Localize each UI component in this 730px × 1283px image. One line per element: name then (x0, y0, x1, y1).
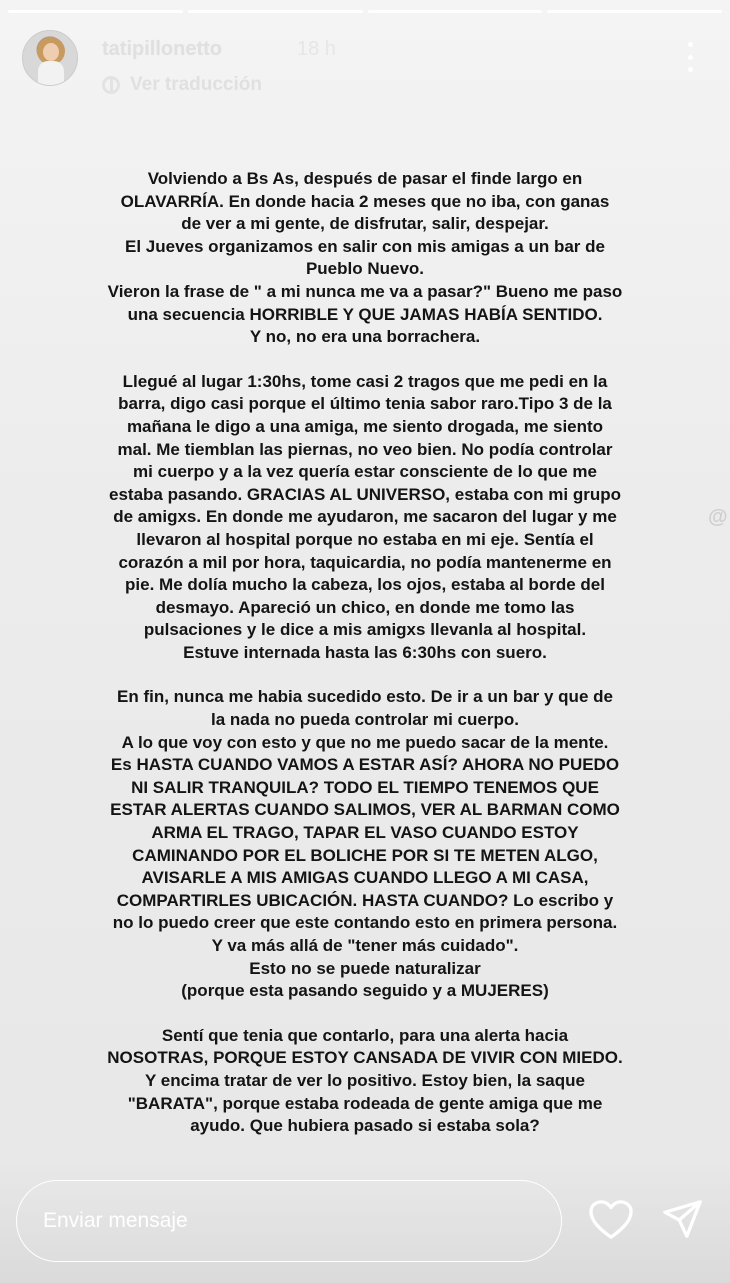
story-line: estaba pasando. GRACIAS AL UNIVERSO, estaba con mi grupo (109, 484, 621, 504)
story-line: Pueblo Nuevo. (305, 259, 425, 279)
story-line: una secuencia HORRIBLE Y QUE JAMAS HABÍA SENTIDO. (127, 304, 603, 324)
globe-icon (102, 76, 120, 94)
story-line: ARMA EL TRAGO, TAPAR EL VASO CUANDO ESTOY (151, 823, 579, 843)
translate-label: Ver traducción (130, 74, 262, 95)
story-paragraph (68, 168, 662, 349)
story-line: Y va más allá de "tener más cuidado". (211, 936, 519, 955)
story-line: ESTAR ALERTAS CUANDO SALIMOS, VER AL BARMAN COMO (110, 800, 620, 820)
post-time: 18 h (297, 38, 336, 60)
story-line: "BARATA", porque estaba rodeada de gente amiga que me (127, 1093, 603, 1113)
message-input[interactable] (16, 1180, 562, 1262)
progress-segment (368, 10, 543, 13)
story-line: barra, digo casi porque el último tenia sabor raro.Tipo 3 de la (118, 394, 612, 414)
story-line: OLAVARRÍA. En donde hacia 2 meses que no iba, con ganas (120, 191, 610, 211)
story-line: CAMINANDO POR EL BOLICHE POR SI TE METEN ALGO, (132, 845, 598, 865)
story-line: Es HASTA CUANDO VAMOS A ESTAR ASÍ? AHORA NO PUEDO (110, 755, 620, 775)
send-icon[interactable] (662, 1198, 704, 1240)
story-line: AVISARLE A MIS AMIGAS CUANDO LLEGO A MI CASA, (141, 868, 589, 888)
story-line: mal. Me tiemblan las piernas, no veo bien. No podía controlar (117, 439, 613, 459)
avatar-body (38, 61, 64, 86)
story-line: Y encima tratar de ver lo positivo. Estoy bien, la saque (145, 1070, 585, 1090)
story-line: Volviendo a Bs As, después de pasar el finde largo en (147, 169, 583, 188)
translate-button[interactable] (102, 74, 262, 96)
story-line: no lo puedo creer que este contando esto en primera persona. (112, 913, 618, 933)
story-paragraph (68, 371, 662, 665)
progress-segment (8, 10, 183, 13)
story-line: pie. Me dolía mucho la cabeza, los ojos, estaba al borde del (125, 575, 605, 595)
story-line: mañana le digo a una amiga, me siento drogada, me siento (126, 416, 604, 436)
story-line: Estuve internada hasta las 6:30hs con suero. (183, 642, 547, 662)
story-line: En fin, nunca me habia sucedido esto. De ir a un bar y que de (117, 687, 613, 707)
story-line: de ver a mi gente, de disfrutar, salir, despejar. (181, 214, 549, 234)
story-line: Y no, no era una borrachera. (249, 327, 481, 347)
story-line: Sentí que tenia que contarlo, para una alerta hacia (161, 1025, 569, 1045)
story-line: Llegué al lugar 1:30hs, tome casi 2 tragos que me pedi en la (122, 371, 608, 391)
story-line: COMPARTIRLES UBICACIÓN. HASTA CUANDO? Lo escribo y (116, 890, 614, 910)
story-line: de amigxs. En donde me ayudaron, me sacaron del lugar y me (113, 507, 617, 527)
mention-sticker[interactable]: @ (708, 506, 728, 528)
story-line: ayudo. Que hubiera pasado si estaba sola? (190, 1116, 540, 1136)
story-line: (porque esta pasando seguido y a MUJERES) (181, 981, 549, 1001)
story-line: NI SALIR TRANQUILA? TODO EL TIEMPO TENEMOS QUE (131, 777, 599, 797)
story-line: NOSOTRAS, PORQUE ESTOY CANSADA DE VIVIR CON MIEDO. (107, 1048, 623, 1068)
story-line: desmayo. Apareció un chico, en donde me tomo las (155, 597, 575, 617)
username[interactable]: tatipillonetto (102, 38, 222, 60)
story-line: A lo que voy con esto y que no me puedo sacar de la mente. (121, 732, 609, 752)
story-line: corazón a mil por hora, taquicardia, no podía mantenerme en (118, 552, 612, 572)
story-text (68, 168, 662, 1160)
story-line: Vieron la frase de " a mi nunca me va a pasar?" Bueno me paso (107, 281, 623, 301)
avatar-face (43, 43, 59, 61)
story-line: llevaron al hospital porque no estaba en mi eje. Sentía el (136, 529, 594, 549)
story-line: mi cuerpo y a la vez quería estar consciente de lo que me (133, 462, 597, 482)
story-paragraph (68, 686, 662, 1002)
story-line: la nada no pueda controlar mi cuerpo. (211, 710, 519, 730)
story-header (22, 30, 708, 95)
story-line: pulsaciones y le dice a mis amigxs llevanla al hospital. (143, 620, 587, 640)
progress-segment (547, 10, 722, 13)
story-paragraph (68, 1025, 662, 1138)
progress-segment (188, 10, 363, 13)
profile-avatar[interactable] (22, 30, 78, 86)
story-progress-bar (8, 10, 722, 13)
heart-icon[interactable] (588, 1199, 634, 1241)
story-line: Esto no se puede naturalizar (249, 958, 481, 978)
more-vertical-icon[interactable] (686, 42, 694, 72)
story-line: El Jueves organizamos en salir con mis amigas a un bar de (125, 236, 605, 256)
